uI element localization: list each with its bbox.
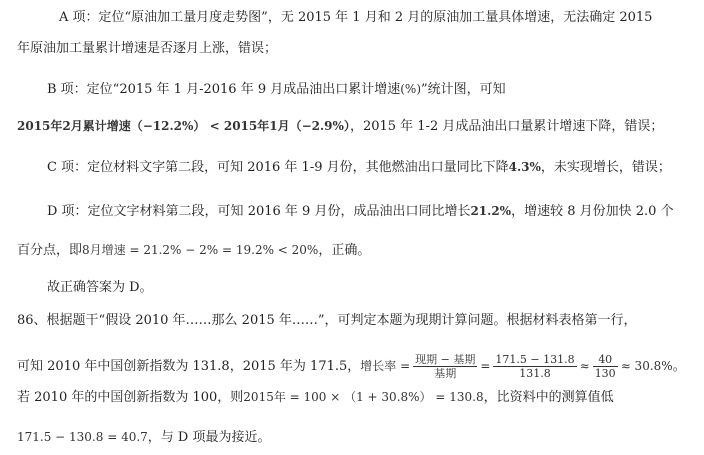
option-b-math-percent: (%)	[400, 82, 421, 96]
question-86-line-2	[17, 346, 686, 387]
conclusion-line: 故正确答案为 D。	[47, 280, 153, 295]
formula-fraction-1	[413, 353, 477, 380]
formula-approx-1: ≈	[579, 359, 590, 373]
option-d-text-2: ，增速较 8 月份加快 2.0 个	[511, 204, 674, 219]
fraction-1-numerator: 现期 − 基期	[415, 353, 476, 366]
formula-lhs: 增长率 =	[360, 359, 411, 373]
question-86-line-3	[17, 388, 614, 407]
fraction-1-denominator: 基期	[434, 367, 457, 380]
growth-formula	[360, 353, 673, 380]
formula-fraction-3	[593, 353, 618, 380]
question-86-text-4: ，比资料中的测算值低	[483, 390, 614, 405]
formula-fraction-2	[493, 353, 576, 380]
fraction-2-denominator: 131.8	[519, 367, 551, 380]
option-d-text-4: ，正确。	[318, 243, 371, 258]
option-c-text-2: ，未实现增长，错误；	[540, 160, 671, 175]
formula-equals: =	[480, 359, 491, 373]
option-c-text-1: C 项：定位材料文字第二段，可知 2016 年 1-9 月份，其他燃油出口量同比下降	[47, 160, 509, 175]
option-d-math-calculation: 8月增速 = 21.2% − 2% = 19.2% < 20%	[82, 243, 319, 257]
question-86-text-1: 可知 2010 年中国创新指数为 131.8，2015 年为 171.5，	[17, 359, 361, 374]
question-86-text-2: 。	[672, 359, 686, 374]
question-86-math-2015: 2015年 = 100 × （1 + 30.8%） = 130.8	[243, 390, 484, 404]
option-b-line-2	[17, 117, 663, 136]
option-c-line-1	[47, 158, 671, 177]
option-b-line-1	[47, 80, 506, 99]
fraction-3-denominator: 130	[594, 367, 616, 380]
option-b-math-comparison: 2015年2月累计增速（−12.2%） < 2015年1月（−2.9%）	[17, 119, 350, 133]
question-86-line-1: 86、根据题干“假设 2010 年……那么 2015 年……”，可判定本题为现期计算问题。根据材料表格第一行，	[17, 313, 637, 328]
option-b-text-3: ，2015 年 1-2 月成品油出口量累计增速下降，错误；	[349, 119, 664, 134]
option-d-text-3: 百分点，即	[17, 243, 83, 258]
question-86-math-difference: 171.5 − 130.8 = 40.7	[17, 430, 148, 444]
option-d-line-1	[47, 202, 674, 221]
option-b-text-1: B 项：定位“2015 年 1 月-2016 年 9 月成品油出口累计增速	[47, 82, 401, 97]
option-a-line-2: 年原油加工量累计增速是否逐月上涨，错误；	[17, 41, 278, 56]
option-d-text-1: D 项：定位文字材料第二段，可知 2016 年 9 月份，成品油出口同比增长	[47, 204, 471, 219]
option-b-text-2: ”统计图，可知	[421, 82, 506, 97]
option-d-math-value: 21.2%	[470, 204, 512, 218]
question-86-text-5: ，与 D 项最为接近。	[147, 430, 271, 445]
option-a-line-1: A 项：定位“原油加工量月度走势图”，无 2015 年 1 月和 2 月的原油加工量具体增速，无法确定 2015	[59, 10, 653, 25]
fraction-3-numerator: 40	[593, 353, 618, 367]
fraction-2-numerator: 171.5 − 131.8	[495, 353, 575, 366]
option-c-math-value: 4.3%	[508, 160, 541, 174]
question-86-text-3: 若 2010 年的中国创新指数为 100，则	[17, 390, 244, 405]
formula-approx-2: ≈ 30.8%	[620, 359, 673, 373]
question-86-line-4	[17, 428, 271, 447]
option-d-line-2	[17, 241, 370, 260]
